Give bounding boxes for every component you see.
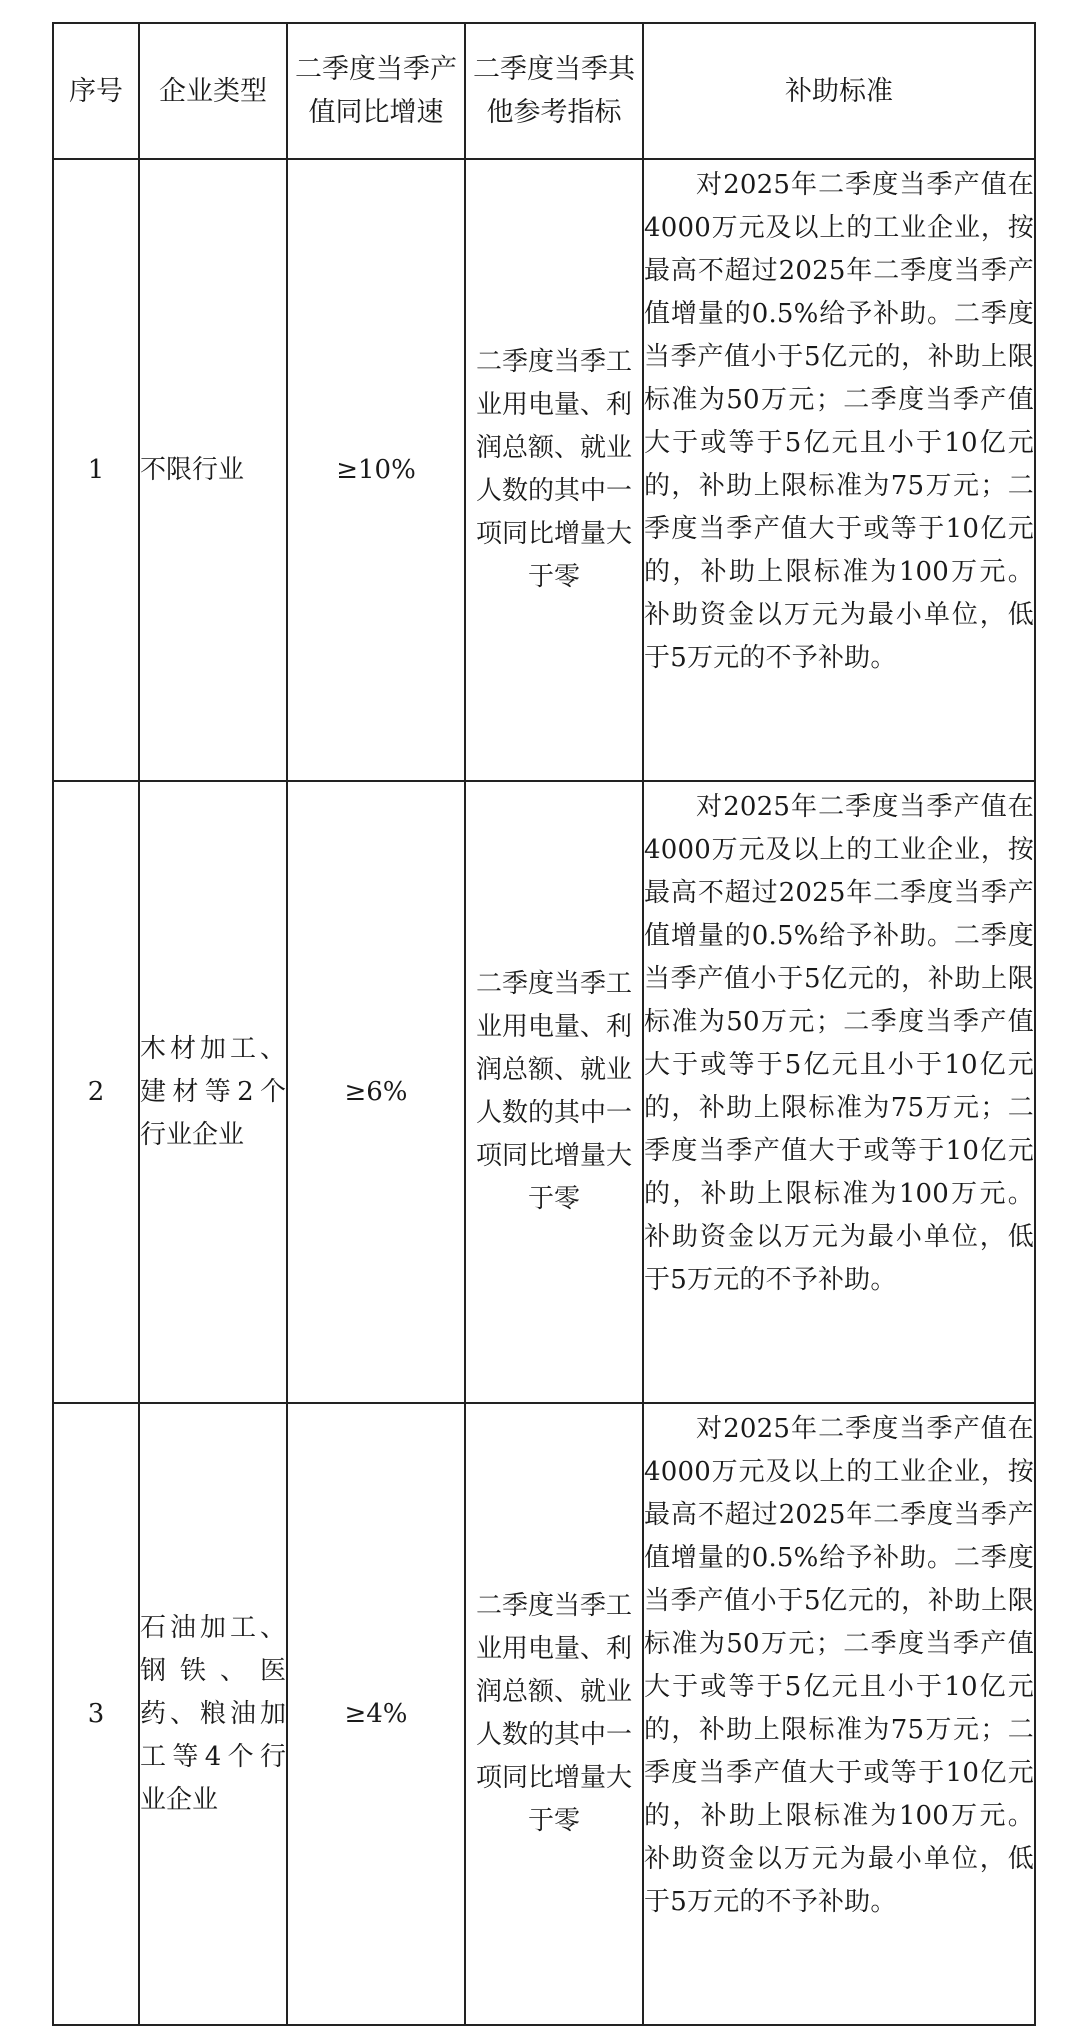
cell-output-growth: ≥10% — [287, 159, 465, 781]
header-enterprise-type: 企业类型 — [139, 23, 287, 159]
cell-enterprise-type: 木材加工、建材等2个行业企业 — [139, 781, 287, 1403]
header-subsidy-standard: 补助标准 — [643, 23, 1035, 159]
cell-enterprise-type: 石油加工、钢铁、医药、粮油加工等4个行业企业 — [139, 1403, 287, 2025]
subsidy-standard-text: 对2025年二季度当季产值在4000万元及以上的工业企业，按最高不超过2025年二季度当季产值增量的0.5%给予补助。二季度当季产值小于5亿元的，补助上限标准为50万元；二季度当季产值大于或等于5亿元且小于10亿元的，补助上限标准为75万元；二季度当季产值大于或等于10亿元的，补助上限标准为100万元。补助资金以万元为最小单位，低于5万元的不予补助。 — [644, 792, 1034, 1295]
table-row — [53, 781, 1035, 1403]
header-other-indicators: 二季度当季其他参考指标 — [465, 23, 643, 159]
cell-seq: 3 — [53, 1403, 139, 2025]
subsidy-standard-text: 对2025年二季度当季产值在4000万元及以上的工业企业，按最高不超过2025年二季度当季产值增量的0.5%给予补助。二季度当季产值小于5亿元的，补助上限标准为50万元；二季度当季产值大于或等于5亿元且小于10亿元的，补助上限标准为75万元；二季度当季产值大于或等于10亿元的，补助上限标准为100万元。补助资金以万元为最小单位，低于5万元的不予补助。 — [644, 170, 1034, 673]
cell-seq: 1 — [53, 159, 139, 781]
header-output-growth: 二季度当季产值同比增速 — [287, 23, 465, 159]
table-row — [53, 1403, 1035, 2025]
table-header-row — [53, 23, 1035, 159]
cell-seq: 2 — [53, 781, 139, 1403]
cell-other-indicators: 二季度当季工业用电量、利润总额、就业人数的其中一项同比增量大于零 — [465, 159, 643, 781]
table-row — [53, 159, 1035, 781]
subsidy-standard-text: 对2025年二季度当季产值在4000万元及以上的工业企业，按最高不超过2025年二季度当季产值增量的0.5%给予补助。二季度当季产值小于5亿元的，补助上限标准为50万元；二季度当季产值大于或等于5亿元且小于10亿元的，补助上限标准为75万元；二季度当季产值大于或等于10亿元的，补助上限标准为100万元。补助资金以万元为最小单位，低于5万元的不予补助。 — [644, 1414, 1034, 1917]
cell-subsidy-standard — [643, 159, 1035, 781]
cell-output-growth: ≥4% — [287, 1403, 465, 2025]
cell-other-indicators: 二季度当季工业用电量、利润总额、就业人数的其中一项同比增量大于零 — [465, 781, 643, 1403]
cell-subsidy-standard — [643, 781, 1035, 1403]
subsidy-standard-table — [52, 22, 1036, 2026]
cell-output-growth: ≥6% — [287, 781, 465, 1403]
cell-enterprise-type: 不限行业 — [139, 159, 287, 781]
cell-subsidy-standard — [643, 1403, 1035, 2025]
cell-other-indicators: 二季度当季工业用电量、利润总额、就业人数的其中一项同比增量大于零 — [465, 1403, 643, 2025]
header-seq: 序号 — [53, 23, 139, 159]
